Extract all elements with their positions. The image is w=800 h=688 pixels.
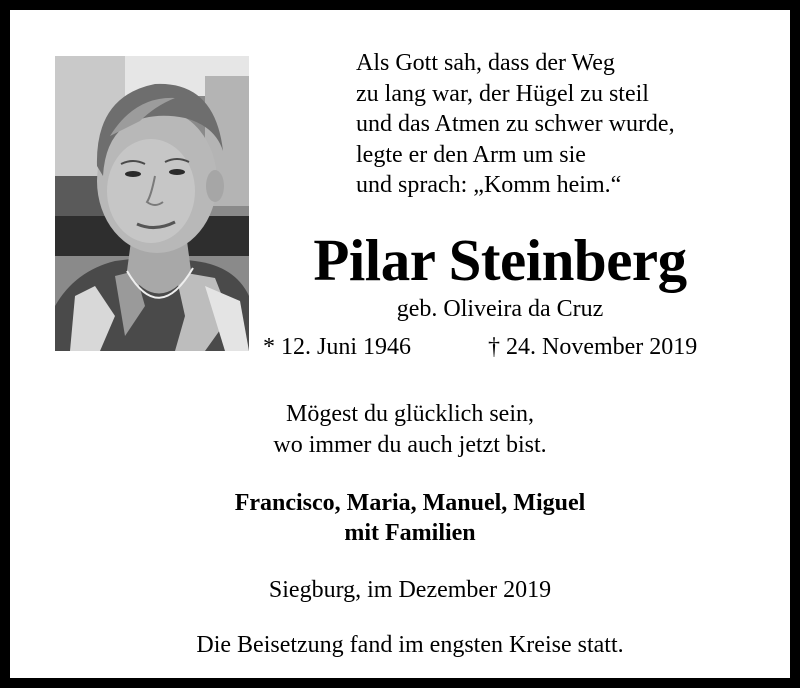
poem-line: legte er den Arm um sie — [356, 141, 586, 168]
birth-name: geb. Oliveira da Cruz — [396, 296, 604, 322]
poem-line: und sprach: „Komm heim.“ — [356, 172, 622, 198]
farewell-wish-line: Mögest du glücklich sein, — [286, 401, 534, 427]
mourner-names: Francisco, Maria, Manuel, Miguel — [234, 490, 586, 516]
poem — [356, 48, 776, 201]
portrait-image — [55, 56, 249, 351]
poem-line: und das Atmen zu schwer wurde, — [356, 111, 675, 137]
farewell-wish-line: wo immer du auch jetzt bist. — [273, 432, 547, 458]
poem-line: zu lang war, der Hügel zu steil — [356, 80, 649, 107]
portrait-photo — [55, 56, 249, 351]
farewell-wish — [10, 399, 800, 461]
birth-date: * 12. Juni 1946 — [263, 334, 412, 360]
mourners — [10, 488, 800, 548]
deceased-name: Pilar Steinberg — [313, 227, 687, 293]
place-and-date: Siegburg, im Dezember 2019 — [268, 577, 552, 603]
mourner-families: mit Familien — [344, 520, 476, 546]
poem-line: Als Gott sah, dass der Weg — [356, 50, 615, 76]
death-date: † 24. November 2019 — [488, 334, 698, 360]
burial-note: Die Beisetzung fand im engsten Kreise statt. — [196, 632, 624, 658]
